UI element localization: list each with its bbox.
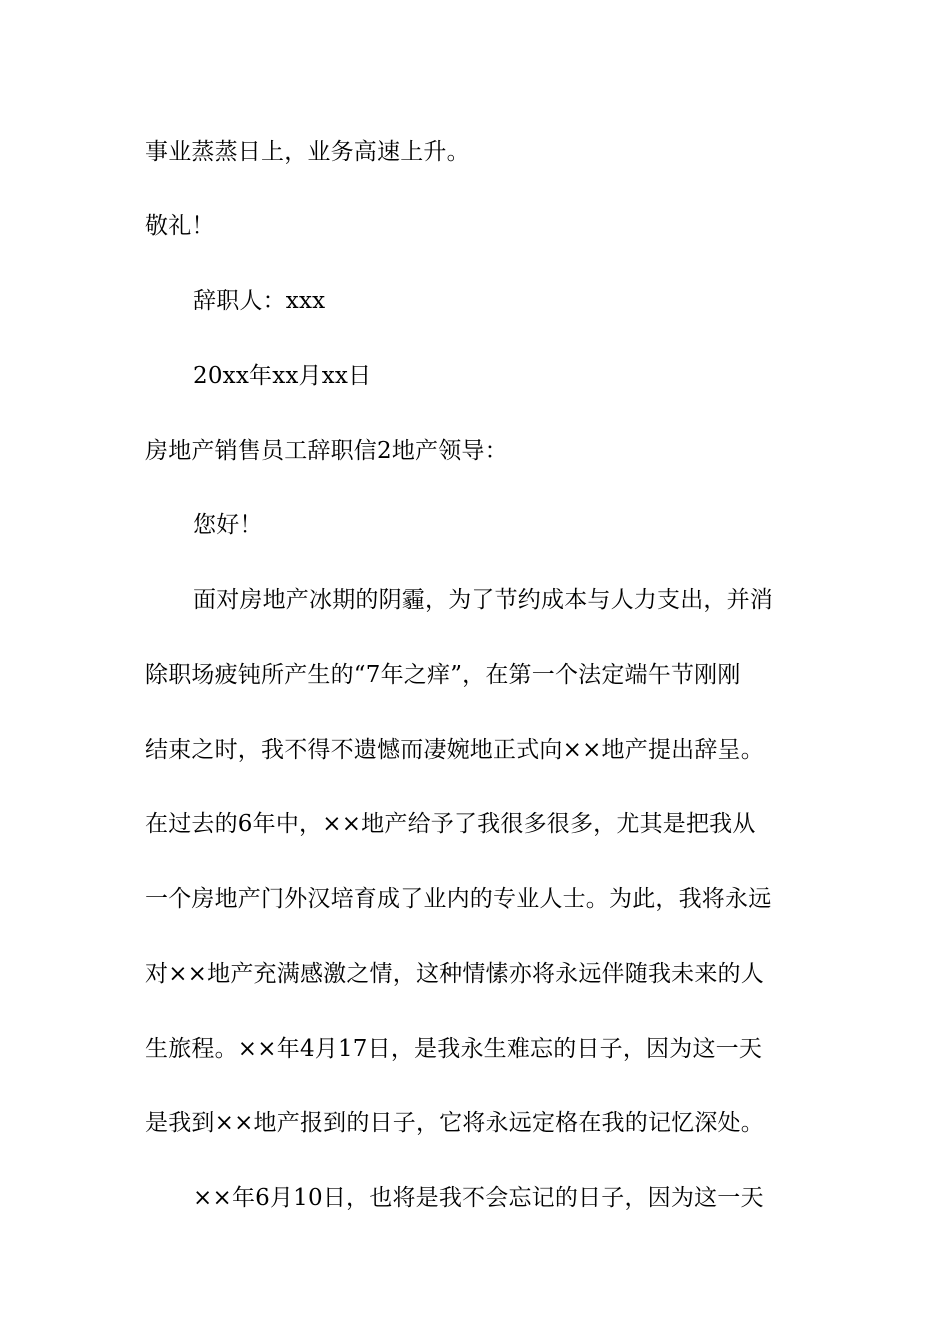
text-line-greeting: 您好！ — [193, 512, 263, 538]
text-line-paragraph: 是我到××地产报到的日子，它将永远定格在我的记忆深处。 — [145, 1110, 764, 1136]
text-line-salutation: 敬礼！ — [145, 213, 215, 239]
text-line-closing-wish: 事业蒸蒸日上，业务高速上升。 — [145, 139, 470, 165]
text-line-paragraph: 结束之时，我不得不遗憾而凄婉地正式向××地产提出辞呈。 — [145, 737, 764, 763]
text-line-paragraph: 在过去的6年中，××地产给予了我很多很多，尤其是把我从 — [145, 811, 756, 837]
text-line-paragraph: ××年6月10日，也将是我不会忘记的日子，因为这一天 — [193, 1185, 764, 1211]
text-line-paragraph: 生旅程。××年4月17日，是我永生难忘的日子，因为这一天 — [145, 1036, 763, 1062]
text-line-paragraph: 对××地产充满感激之情，这种情愫亦将永远伴随我未来的人 — [145, 961, 764, 987]
text-line-date: 20xx年xx月xx日 — [193, 363, 372, 389]
text-line-signature: 辞职人：xxx — [193, 288, 326, 314]
text-line-paragraph: 除职场疲钝所产生的“7年之痒”，在第一个法定端午节刚刚 — [145, 662, 741, 688]
text-line-paragraph: 一个房地产门外汉培育成了业内的专业人士。为此，我将永远 — [145, 886, 772, 912]
text-line-paragraph: 面对房地产冰期的阴霾，为了节约成本与人力支出，并消 — [193, 587, 773, 613]
text-line-letter-heading: 房地产销售员工辞职信2地产领导： — [145, 438, 508, 464]
